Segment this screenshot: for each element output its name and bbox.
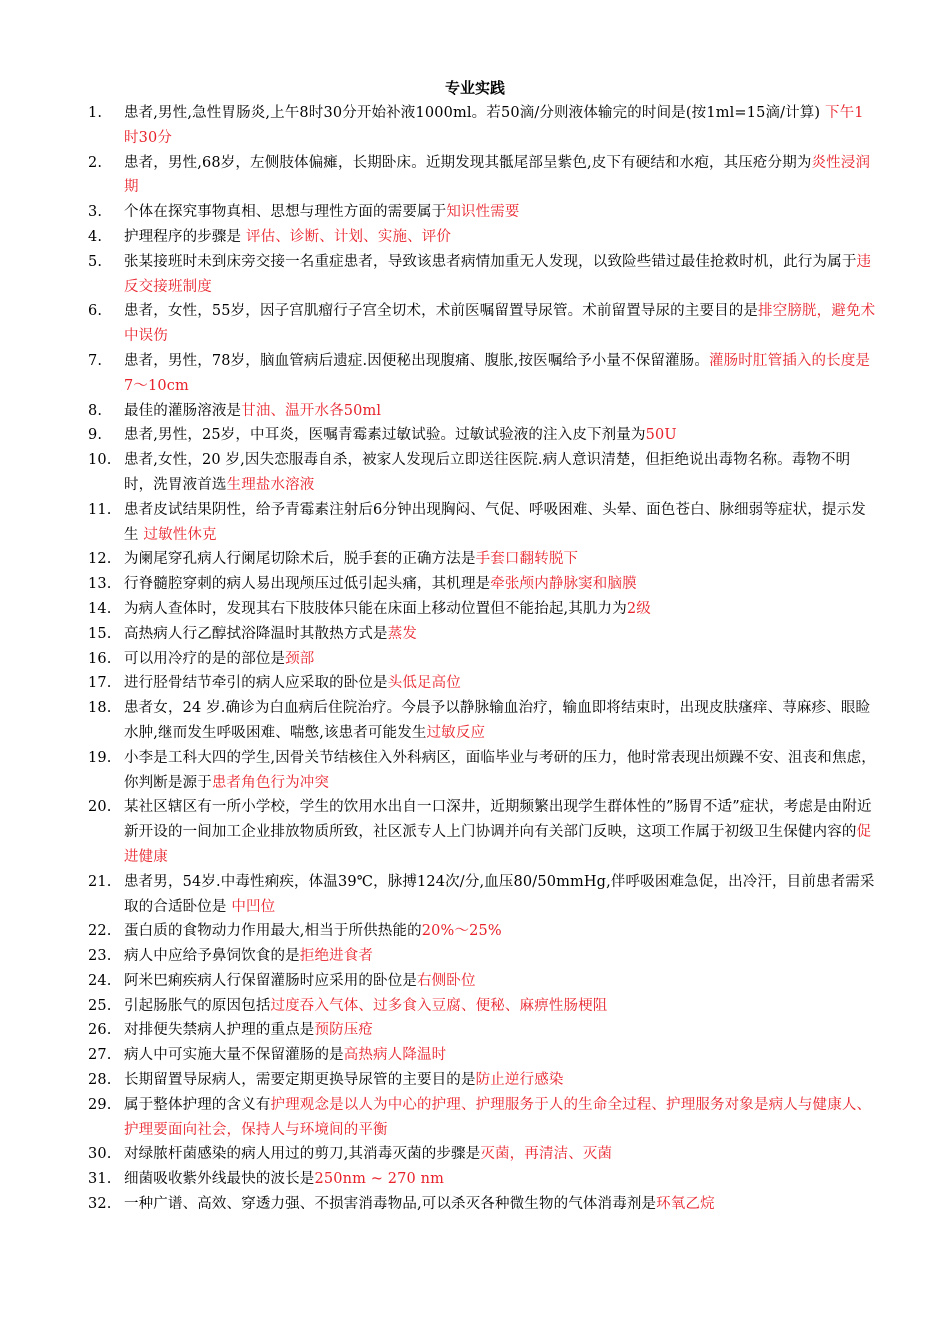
question-item (88, 746, 878, 796)
question-text (124, 498, 878, 548)
question-item (88, 349, 878, 399)
question-number: 19. (88, 749, 112, 766)
page-title: 专业实践 (444, 79, 505, 97)
answer-text: 蒸发 (387, 625, 418, 642)
answer-text: 牵张颅内静脉窦和脑膜 (490, 576, 637, 593)
question-item (88, 994, 878, 1019)
answer-text: 头低足高位 (387, 675, 461, 692)
answer-text: 颈部 (285, 650, 315, 667)
answer-text: 拒绝进食者 (299, 948, 374, 965)
question-text (124, 1142, 878, 1167)
answer-text: 患者角色行为冲突 (211, 774, 330, 791)
question-number: 15. (88, 625, 112, 642)
question-number: 14. (88, 600, 112, 617)
question-text (124, 448, 878, 498)
question-stem: 患者,男性,急性胃肠炎,上午8时30分开始补液1000ml。若50滴/分则液体输完的时间是(按1ml=15滴/计算) (124, 105, 825, 121)
question-number: 2. (88, 154, 103, 171)
question-item (88, 1167, 878, 1192)
question-number: 31. (88, 1171, 112, 1188)
question-number: 21. (88, 873, 112, 890)
question-stem: 患者，男性,68岁，左侧肢体偏瘫，长期卧床。近期发现其骶尾部呈紫色,皮下有硬结和水疱，其压疮分期为 (124, 154, 812, 171)
question-stem: 为病人查体时，发现其右下肢肢体只能在床面上移动位置但不能抬起,其肌力为 (124, 600, 627, 617)
question-number: 4. (88, 228, 103, 245)
question-text (124, 647, 878, 672)
question-item (88, 795, 878, 869)
question-item (88, 448, 878, 498)
question-stem: 小李是工科大四的学生,因骨关节结核住入外科病区，面临毕业与考研的压力，他时常表现出烦躁不安、沮丧和焦虑，你判断是源于 (124, 749, 876, 791)
question-number: 29. (88, 1096, 112, 1113)
question-item (88, 671, 878, 696)
question-text (124, 399, 878, 424)
answer-text: 环氧乙烷 (656, 1196, 715, 1213)
question-stem: 患者，女性，55岁，因子宫肌瘤行子宫全切术，术前医嘱留置导尿管。术前留置导尿的主要目的是 (124, 303, 759, 320)
answer-text: 生理盐水溶液 (226, 476, 315, 493)
question-item (88, 498, 878, 548)
question-text (124, 225, 878, 250)
question-item (88, 1093, 878, 1143)
question-number: 18. (88, 700, 112, 717)
answer-text: 过度吞入气体、过多食入豆腐、便秘、麻痹性肠梗阻 (270, 997, 608, 1014)
question-item (88, 399, 878, 424)
question-number: 20. (88, 799, 112, 816)
question-number: 13. (88, 576, 112, 593)
answer-text: 炎性浸润期 (124, 154, 871, 196)
question-stem: 患者皮试结果阴性，给予青霉素注射后6分钟出现胸闷、气促、呼吸困难、头晕、面色苍白、脉细弱等症状，提示发生 (124, 501, 866, 543)
question-text (124, 1068, 878, 1093)
answer-text: 灭菌，再清洁、灭菌 (480, 1146, 613, 1163)
question-number: 11. (88, 501, 112, 518)
question-stem: 张某接班时未到床旁交接一名重症患者，导致该患者病情加重无人发现，以致险些错过最佳抢救时机，此行为属于 (124, 253, 857, 270)
question-number: 8. (88, 402, 103, 419)
question-number: 12. (88, 551, 112, 568)
question-number: 30. (88, 1146, 112, 1163)
question-text (124, 250, 878, 300)
question-text (124, 671, 878, 696)
question-item (88, 1192, 878, 1217)
answer-text: 2级 (626, 600, 651, 617)
answer-text: 评估、诊断、计划、实施、评价 (245, 228, 452, 245)
question-number: 5. (88, 253, 103, 270)
question-text (124, 299, 878, 349)
question-number: 16. (88, 650, 112, 667)
question-item (88, 919, 878, 944)
question-item (88, 870, 878, 920)
answer-text: 防止逆行感染 (475, 1072, 564, 1089)
question-item (88, 423, 878, 448)
question-text (124, 795, 878, 869)
question-item (88, 944, 878, 969)
question-text (124, 1018, 878, 1043)
question-text (124, 200, 878, 225)
question-text (124, 423, 878, 448)
question-text (124, 944, 878, 969)
question-stem: 长期留置导尿病人，需要定期更换导尿管的主要目的是 (124, 1072, 476, 1089)
question-text (124, 572, 878, 597)
question-item (88, 101, 878, 151)
question-text (124, 151, 878, 201)
question-stem: 病人中可实施大量不保留灌肠的是 (124, 1047, 344, 1064)
question-item (88, 622, 878, 647)
question-stem: 进行胫骨结节牵引的病人应采取的卧位是 (124, 675, 388, 692)
question-item (88, 1043, 878, 1068)
answer-text: 过敏反应 (426, 724, 486, 741)
answer-text: 排空膀胱，避免术中误伤 (124, 303, 876, 345)
question-stem: 蛋白质的食物动力作用最大,相当于所供热能的 (124, 923, 422, 940)
question-stem: 对排便失禁病人护理的重点是 (124, 1022, 315, 1039)
question-item (88, 572, 878, 597)
question-stem: 患者,女性，20 岁,因失恋服毒自杀，被家人发现后立即送往医院.病人意识清楚，但拒绝说出毒物名称。毒物不明时，洗胃液首选 (124, 452, 851, 493)
question-stem: 患者,男性，25岁，中耳炎，医嘱青霉素过敏试验。过敏试验液的注入皮下剂量为 (124, 427, 646, 444)
answer-text: 知识性需要 (446, 204, 520, 221)
question-stem: 护理程序的步骤是 (124, 228, 246, 245)
question-text (124, 622, 878, 647)
answer-text: 违反交接班制度 (124, 253, 872, 295)
question-stem: 行脊髓腔穿刺的病人易出现颅压过低引起头痛，其机理是 (124, 576, 491, 593)
question-number: 23. (88, 948, 112, 965)
question-number: 28. (88, 1072, 112, 1089)
question-stem: 可以用冷疗的是的部位是 (124, 650, 286, 667)
question-stem: 患者女，24 岁.确诊为白血病后住院治疗。今晨予以静脉输血治疗，输血即将结束时，出现皮肤瘙痒、荨麻疹、眼睑水肿,继而发生呼吸困难、喘憋,该患者可能发生 (124, 700, 871, 741)
question-number: 6. (88, 303, 103, 320)
question-stem: 细菌吸收紫外线最快的波长是 (124, 1171, 315, 1188)
question-text (124, 1192, 878, 1217)
answer-text: 灌肠时肛管插入的长度是7～10cm (124, 352, 871, 394)
question-item (88, 696, 878, 746)
answer-text: 中凹位 (231, 898, 276, 915)
question-stem: 一种广谱、高效、穿透力强、不损害消毒物品,可以杀灭各种微生物的气体消毒剂是 (124, 1196, 657, 1213)
answer-text: 20%～25% (421, 923, 502, 940)
question-text (124, 1093, 878, 1143)
question-text (124, 1167, 878, 1192)
question-item (88, 1068, 878, 1093)
answer-text: 促进健康 (124, 824, 872, 865)
question-item (88, 151, 878, 201)
question-item (88, 1142, 878, 1167)
question-number: 25. (88, 997, 112, 1014)
question-stem: 某社区辖区有一所小学校，学生的饮用水出自一口深井，近期频繁出现学生群体性的”肠胃不适”症状，考虑是由附近新开设的一间加工企业排放物质所致，社区派专人上门协调并向有关部门反映，这项工作属于初级卫生保健内容的 (124, 799, 872, 841)
question-text (124, 349, 878, 399)
answer-text: 预防压疮 (314, 1022, 374, 1039)
question-stem: 引起肠胀气的原因包括 (124, 997, 271, 1014)
question-text (124, 547, 878, 572)
answer-text: 右侧卧位 (417, 972, 476, 989)
question-item (88, 200, 878, 225)
answer-text: 手套口翻转脱下 (475, 551, 579, 568)
question-stem: 为阑尾穿孔病人行阑尾切除术后，脱手套的正确方法是 (124, 551, 476, 568)
question-text (124, 1043, 878, 1068)
question-number: 10. (88, 452, 112, 469)
question-stem: 高热病人行乙醇拭浴降温时其散热方式是 (124, 625, 388, 642)
answer-text: 甘油、温开水各50ml (241, 402, 382, 419)
question-number: 1. (88, 105, 103, 121)
question-text (124, 994, 878, 1019)
answer-text: 下午1时30分 (124, 105, 864, 146)
answer-text: 护理观念是以人为中心的护理、护理服务于人的生命全过程、护理服务对象是病人与健康人、护理要面向社会，保持人与环境间的平衡 (124, 1096, 872, 1138)
question-stem: 阿米巴痢疾病人行保留灌肠时应采用的卧位是 (124, 972, 417, 989)
question-item (88, 250, 878, 300)
question-stem: 患者，男性，78岁，脑血管病后遗症.因便秘出现腹痛、腹胀,按医嘱给予小量不保留灌肠。 (124, 352, 709, 369)
question-item (88, 647, 878, 672)
question-text (124, 597, 878, 622)
question-number: 32. (88, 1196, 112, 1213)
answer-text: 250nm ~ 270 nm (314, 1171, 445, 1188)
question-stem: 对绿脓杆菌感染的病人用过的剪刀,其消毒灭菌的步骤是 (124, 1146, 481, 1163)
answer-text: 高热病人降温时 (343, 1047, 447, 1064)
question-stem: 病人中应给予鼻饲饮食的是 (124, 948, 300, 965)
question-stem: 患者男，54岁.中毒性痢疾，体温39℃，脉搏124次/分,血压80/50mmHg,伴呼吸困难急促，出冷汗，目前患者需采取的合适卧位是 (124, 873, 875, 915)
question-item (88, 1018, 878, 1043)
question-stem: 最佳的灌肠溶液是 (124, 402, 242, 419)
question-stem: 个体在探究事物真相、思想与理性方面的需要属于 (124, 204, 447, 221)
question-number: 22. (88, 923, 112, 940)
question-text (124, 870, 878, 920)
question-number: 3. (88, 204, 103, 221)
question-number: 17. (88, 675, 112, 692)
question-number: 27. (88, 1047, 112, 1064)
question-text (124, 696, 878, 746)
question-text (124, 101, 878, 151)
answer-text: 50U (645, 427, 677, 444)
question-item (88, 299, 878, 349)
answer-text: 过敏性休克 (143, 526, 217, 543)
question-item (88, 547, 878, 572)
question-number: 7. (88, 352, 103, 369)
question-number: 26. (88, 1022, 112, 1039)
question-item (88, 597, 878, 622)
question-stem: 属于整体护理的含义有 (124, 1096, 271, 1113)
question-item (88, 225, 878, 250)
question-text (124, 969, 878, 994)
question-text (124, 919, 878, 944)
question-number: 24. (88, 972, 112, 989)
question-list (88, 101, 878, 1217)
question-number: 9. (88, 427, 103, 444)
question-text (124, 746, 878, 796)
question-item (88, 969, 878, 994)
